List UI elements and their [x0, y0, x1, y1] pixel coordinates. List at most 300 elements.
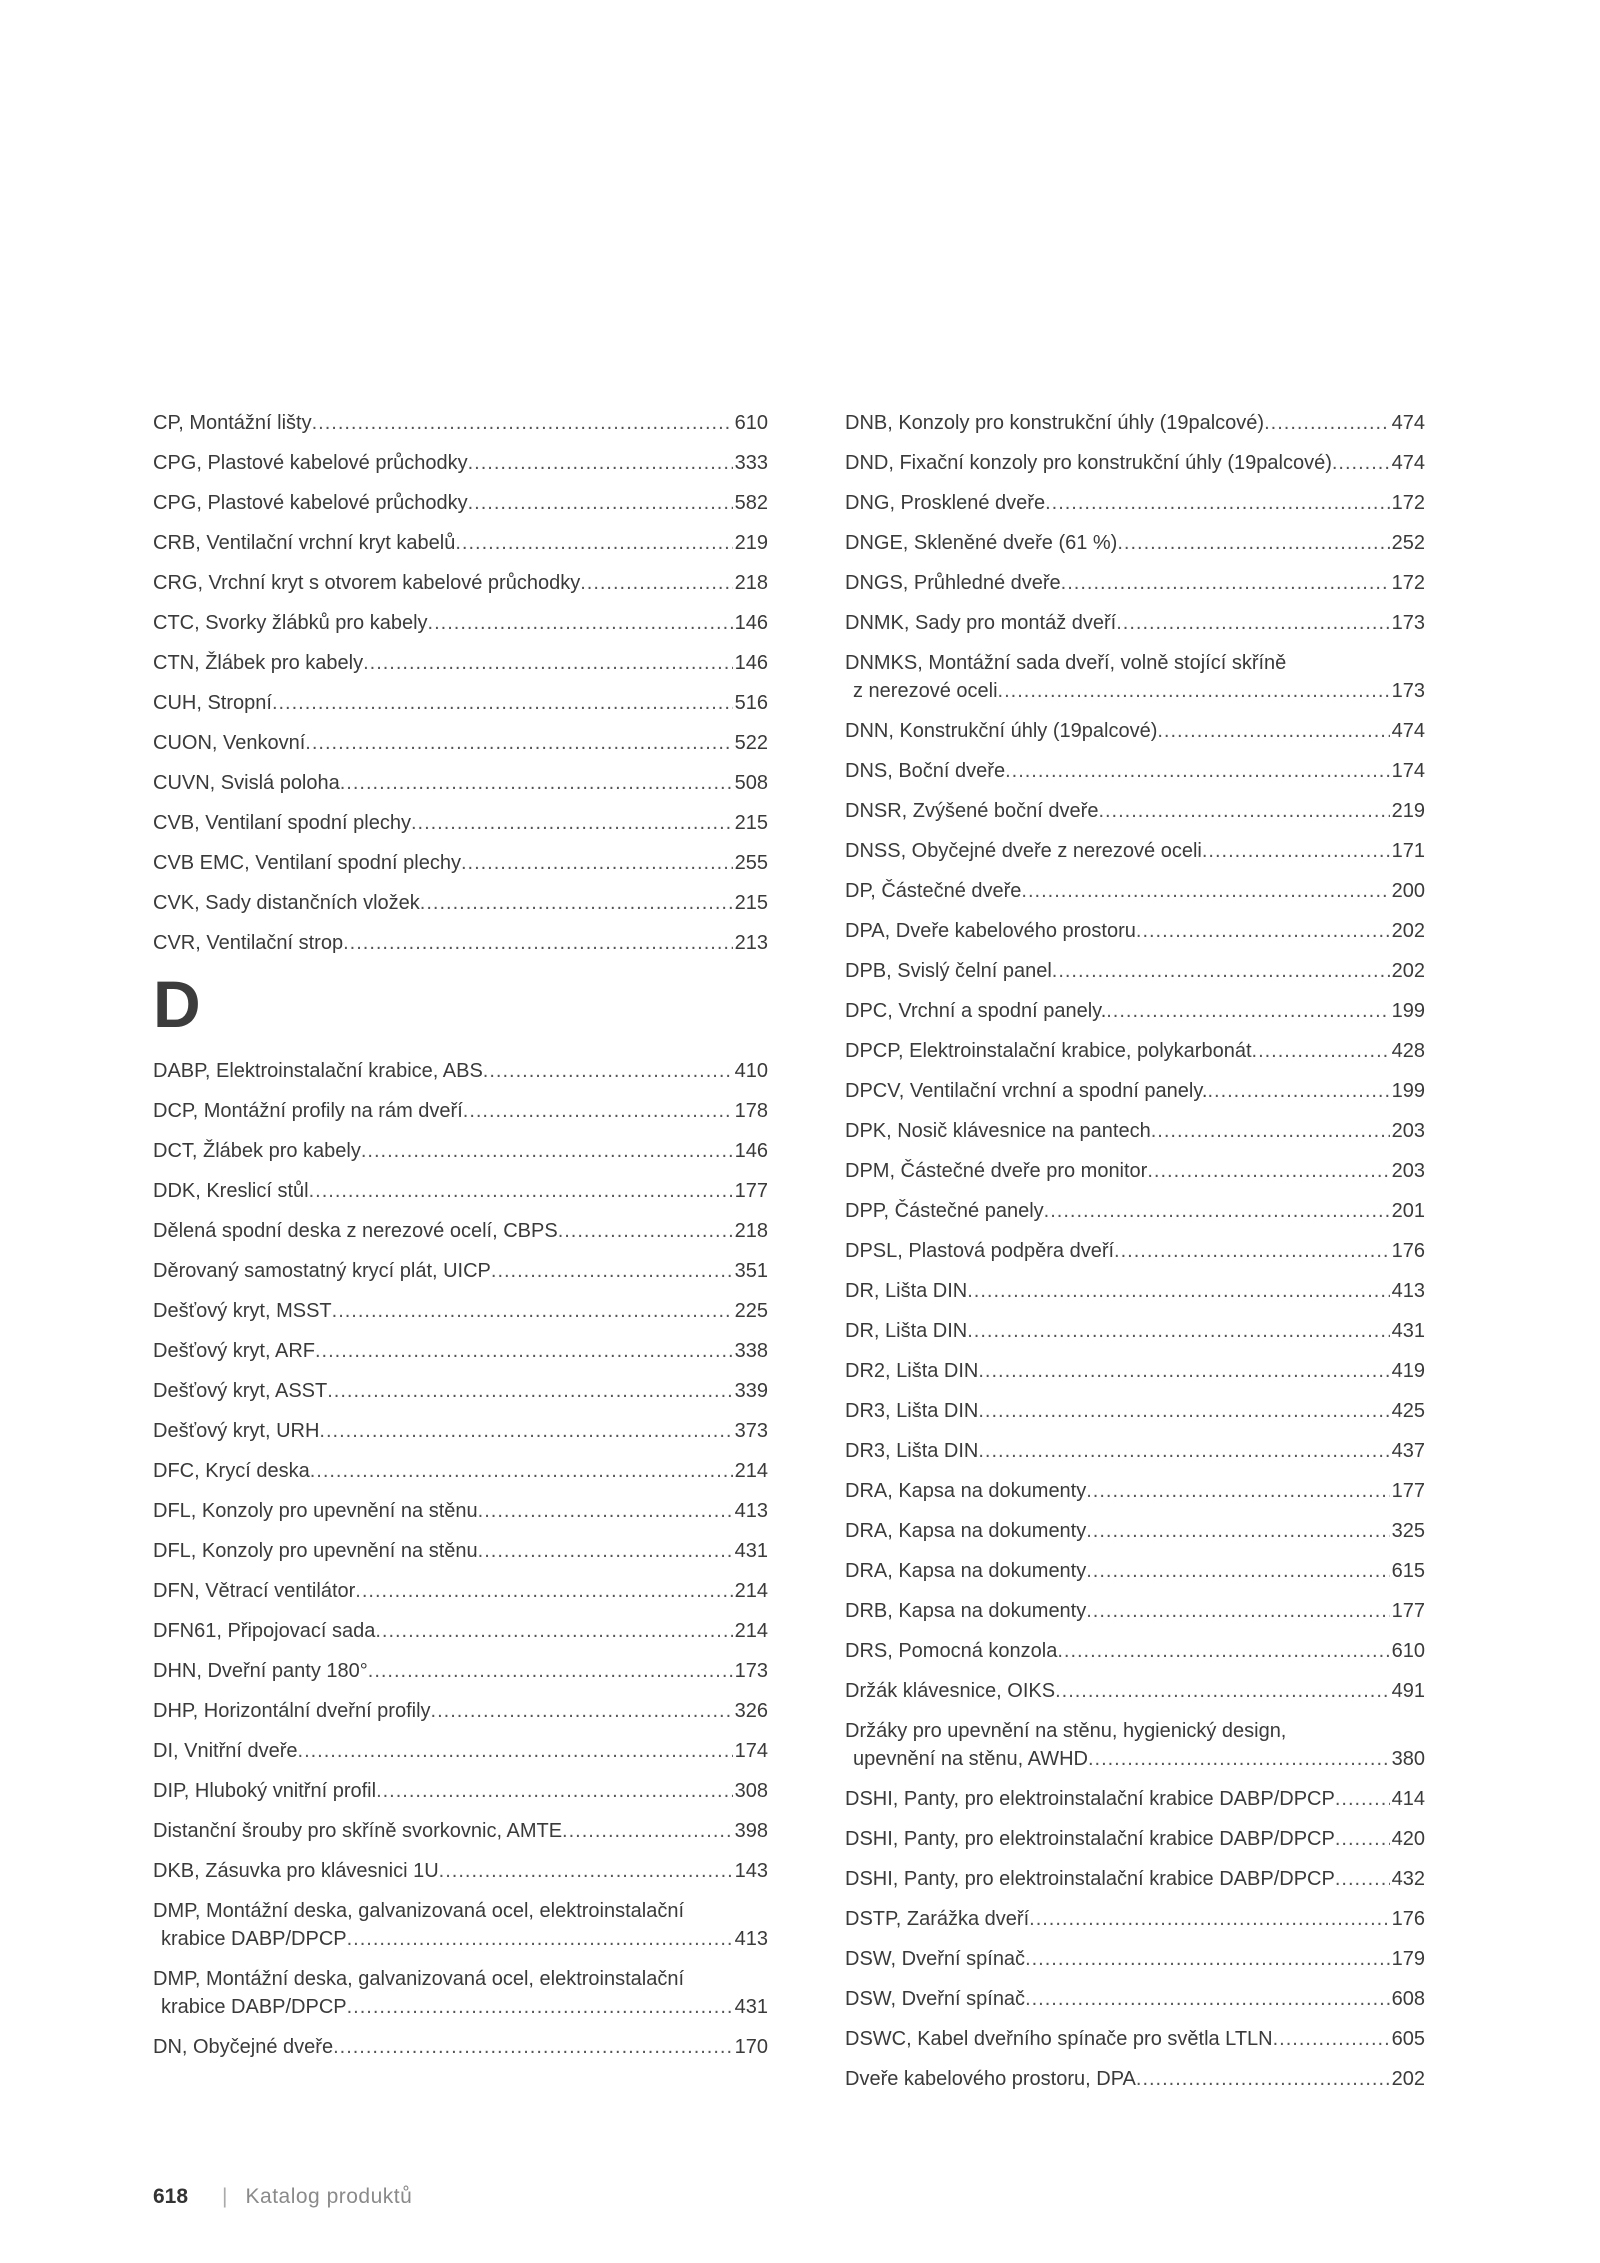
entry-page-number: 202 [1391, 920, 1425, 942]
index-entry [845, 1637, 1425, 1665]
index-entry [845, 757, 1425, 785]
entry-page-number: 508 [734, 772, 768, 794]
index-entry [153, 1417, 768, 1445]
dot-leader [347, 1925, 733, 1953]
dot-leader [347, 1993, 733, 2021]
entry-page-number: 214 [734, 1620, 768, 1642]
index-entry [153, 1097, 768, 1125]
entry-label: DND, Fixační konzoly pro konstrukční úhly (19palcové) [845, 452, 1332, 474]
index-entry-line [153, 489, 768, 517]
index-entry [153, 729, 768, 757]
entry-page-number: 339 [734, 1380, 768, 1402]
index-entry-line [153, 1377, 768, 1405]
entry-page-number: 177 [1391, 1600, 1425, 1622]
dot-leader [1252, 1037, 1390, 1065]
entry-label: CP, Montážní lišty [153, 412, 312, 434]
entry-page-number: 203 [1391, 1120, 1425, 1142]
index-entry-line [845, 1357, 1425, 1385]
dot-leader [580, 569, 732, 597]
index-entry [153, 1177, 768, 1205]
index-entry [153, 1737, 768, 1765]
dot-leader [455, 529, 732, 557]
dot-leader [305, 729, 732, 757]
entry-label: DSW, Dveřní spínač [845, 1948, 1026, 1970]
dot-leader [310, 1457, 733, 1485]
dot-leader [1044, 1197, 1390, 1225]
entry-label: Dešťový kryt, MSST [153, 1300, 332, 1322]
index-column-right [845, 409, 1425, 2105]
entry-label: DDK, Kreslicí stůl [153, 1180, 309, 1202]
index-entry [845, 917, 1425, 945]
dot-leader [376, 1777, 733, 1805]
dot-leader [1061, 569, 1390, 597]
index-entry-line [153, 649, 768, 677]
index-entry [845, 1677, 1425, 1705]
entry-page-number: 610 [734, 412, 768, 434]
entry-page-number: 215 [734, 812, 768, 834]
index-entry [153, 1897, 768, 1953]
entry-label: DP, Částečné dveře [845, 880, 1022, 902]
dot-leader [332, 1297, 733, 1325]
entry-label: DCP, Montážní profily na rám dveří [153, 1100, 463, 1122]
dot-leader [1335, 1825, 1390, 1853]
index-entry-line [845, 1397, 1425, 1425]
entry-label: Dešťový kryt, ASST [153, 1380, 328, 1402]
index-entry [153, 1537, 768, 1565]
index-entry-line [153, 809, 768, 837]
entry-label: DSTP, Zarážka dveří [845, 1908, 1030, 1930]
dot-leader [1335, 1865, 1390, 1893]
entry-label: CPG, Plastové kabelové průchodky [153, 452, 468, 474]
index-entry [845, 997, 1425, 1025]
entry-label: DRA, Kapsa na dokumenty [845, 1520, 1087, 1542]
entry-label: CVB, Ventilaní spodní plechy [153, 812, 411, 834]
entry-label-continued: upevnění na stěnu, AWHD [853, 1748, 1088, 1770]
index-entry [153, 609, 768, 637]
index-entry [153, 849, 768, 877]
entry-page-number: 338 [734, 1340, 768, 1362]
entry-page-number: 380 [1391, 1748, 1425, 1770]
dot-leader [1055, 1677, 1390, 1705]
dot-leader [1335, 1785, 1390, 1813]
index-entry-line [845, 1717, 1425, 1745]
dot-leader [1136, 917, 1390, 945]
index-entry [153, 1457, 768, 1485]
index-entry-line [153, 1497, 768, 1525]
entry-page-number: 173 [734, 1660, 768, 1682]
index-entry [845, 569, 1425, 597]
entry-label: DKB, Zásuvka pro klávesnici 1U [153, 1860, 439, 1882]
index-entry-line [153, 1457, 768, 1485]
dot-leader [1264, 409, 1390, 437]
index-entry-line [845, 757, 1425, 785]
index-entry-line [153, 1993, 768, 2021]
index-entry-line [845, 1117, 1425, 1145]
index-entry [845, 1557, 1425, 1585]
entry-label-continued: krabice DABP/DPCP [161, 1996, 347, 2018]
entry-page-number: 200 [1391, 880, 1425, 902]
entry-page-number: 333 [734, 452, 768, 474]
dot-leader [428, 609, 733, 637]
index-entry [845, 837, 1425, 865]
dot-leader [978, 1437, 1389, 1465]
footer-separator: | [222, 2185, 228, 2208]
dot-leader [468, 489, 733, 517]
entry-label: DHP, Horizontální dveřní profily [153, 1700, 431, 1722]
index-entry-line [153, 1657, 768, 1685]
entry-label: Držáky pro upevnění na stěnu, hygienický design, [845, 1720, 1287, 1742]
index-entry-line [153, 849, 768, 877]
entry-label: DRA, Kapsa na dokumenty [845, 1560, 1087, 1582]
index-entry-line [153, 529, 768, 557]
dot-leader [1025, 1945, 1390, 1973]
entry-label: DPC, Vrchní a spodní panely. [845, 1000, 1107, 1022]
entry-label: DFL, Konzoly pro upevnění na stěnu [153, 1540, 478, 1562]
entry-page-number: 431 [734, 1996, 768, 2018]
dot-leader [272, 689, 733, 717]
index-entry [153, 409, 768, 437]
entry-label: DPCV, Ventilační vrchní a spodní panely. [845, 1080, 1208, 1102]
dot-leader [1114, 1237, 1390, 1265]
entry-label: Děrovaný samostatný krycí plát, UICP [153, 1260, 491, 1282]
index-entry [153, 769, 768, 797]
index-group-d-continued [845, 409, 1425, 2093]
index-entry-line [153, 609, 768, 637]
entry-page-number: 199 [1391, 1000, 1425, 1022]
entry-page-number: 582 [734, 492, 768, 514]
dot-leader [312, 409, 733, 437]
entry-page-number: 172 [1391, 572, 1425, 594]
entry-page-number: 425 [1391, 1400, 1425, 1422]
entry-page-number: 177 [734, 1180, 768, 1202]
index-entry-line [845, 1157, 1425, 1185]
catalog-title: Katalog produktů [245, 2185, 413, 2208]
entry-page-number: 179 [1391, 1948, 1425, 1970]
dot-leader [468, 449, 733, 477]
entry-page-number: 199 [1391, 1080, 1425, 1102]
entry-label: DNGS, Průhledné dveře [845, 572, 1061, 594]
index-entry-line [845, 997, 1425, 1025]
entry-label: DCT, Žlábek pro kabely [153, 1140, 361, 1162]
entry-page-number: 171 [1391, 840, 1425, 862]
index-entry [153, 529, 768, 557]
index-entry [153, 1497, 768, 1525]
entry-label: DSHI, Panty, pro elektroinstalační krabice DABP/DPCP [845, 1788, 1335, 1810]
entry-label: DN, Obyčejné dveře [153, 2036, 334, 2058]
entry-page-number: 172 [1391, 492, 1425, 514]
index-entry [845, 1477, 1425, 1505]
entry-label: DRB, Kapsa na dokumenty [845, 1600, 1087, 1622]
index-entry-line [845, 1037, 1425, 1065]
dot-leader [340, 769, 733, 797]
index-entry-line [845, 1825, 1425, 1853]
index-entry-line [845, 609, 1425, 637]
entry-label: DPSL, Plastová podpěra dveří [845, 1240, 1115, 1262]
index-entry [153, 1657, 768, 1685]
dot-leader [375, 1617, 732, 1645]
entry-page-number: 177 [1391, 1480, 1425, 1502]
entry-label: DHN, Dveřní panty 180° [153, 1660, 368, 1682]
dot-leader [562, 1817, 733, 1845]
index-group-d [153, 1057, 768, 2061]
index-entry [845, 409, 1425, 437]
index-entry [845, 717, 1425, 745]
index-entry-line [845, 1557, 1425, 1585]
index-entry [845, 1397, 1425, 1425]
index-entry-line [153, 889, 768, 917]
entry-page-number: 474 [1391, 720, 1425, 742]
index-entry-line [153, 689, 768, 717]
entry-page-number: 173 [1391, 612, 1425, 634]
index-entry [845, 1317, 1425, 1345]
entry-page-number: 146 [734, 1140, 768, 1162]
index-entry-line [153, 1097, 768, 1125]
dot-leader [1029, 1905, 1389, 1933]
index-entry [153, 1217, 768, 1245]
index-entry [153, 1857, 768, 1885]
index-entry [845, 1037, 1425, 1065]
entry-label: CUON, Venkovní [153, 732, 306, 754]
index-entry [845, 1717, 1425, 1773]
index-entry [153, 2033, 768, 2061]
index-entry-line [153, 1697, 768, 1725]
entry-page-number: 474 [1391, 452, 1425, 474]
entry-label: CUH, Stropní [153, 692, 272, 714]
index-entry [845, 1117, 1425, 1145]
entry-page-number: 178 [734, 1100, 768, 1122]
index-entry [845, 1157, 1425, 1185]
index-entry-line [845, 797, 1425, 825]
entry-page-number: 474 [1391, 412, 1425, 434]
index-entry-line [845, 1637, 1425, 1665]
entry-label: Držák klávesnice, OIKS [845, 1680, 1056, 1702]
entry-page-number: 398 [734, 1820, 768, 1842]
index-entry-line [845, 1517, 1425, 1545]
index-entry [845, 957, 1425, 985]
entry-page-number: 146 [734, 652, 768, 674]
index-entry [845, 1357, 1425, 1385]
index-entry [845, 1865, 1425, 1893]
entry-label: CVK, Sady distančních vložek [153, 892, 420, 914]
index-entry [153, 889, 768, 917]
index-entry-line [845, 409, 1425, 437]
index-entry-line [845, 1437, 1425, 1465]
dot-leader [298, 1737, 733, 1765]
index-entry-line [153, 1137, 768, 1165]
entry-page-number: 428 [1391, 1040, 1425, 1062]
entry-label: DSHI, Panty, pro elektroinstalační krabice DABP/DPCP [845, 1828, 1335, 1850]
dot-leader [1086, 1517, 1389, 1545]
index-entry [845, 1197, 1425, 1225]
entry-label: Dešťový kryt, URH [153, 1420, 320, 1442]
entry-page-number: 437 [1391, 1440, 1425, 1462]
index-entry [845, 489, 1425, 517]
index-entry-line [153, 729, 768, 757]
entry-page-number: 218 [734, 1220, 768, 1242]
entry-page-number: 214 [734, 1460, 768, 1482]
dot-leader [363, 649, 733, 677]
dot-leader [1136, 2065, 1390, 2093]
dot-leader [1025, 1985, 1390, 2013]
entry-page-number: 173 [1391, 680, 1425, 702]
entry-page-number: 605 [1391, 2028, 1425, 2050]
entry-page-number: 213 [734, 932, 768, 954]
entry-label: CRG, Vrchní kryt s otvorem kabelové průchodky [153, 572, 581, 594]
index-entry-line [153, 1417, 768, 1445]
index-entry-line [153, 1297, 768, 1325]
entry-page-number: 218 [734, 572, 768, 594]
entry-label: DABP, Elektroinstalační krabice, ABS [153, 1060, 483, 1082]
index-entry [845, 1825, 1425, 1853]
entry-label: CVB EMC, Ventilaní spodní plechy [153, 852, 461, 874]
dot-leader [1202, 837, 1390, 865]
entry-label: DRS, Pomocná konzola [845, 1640, 1058, 1662]
entry-label: DNMK, Sady pro montáž dveří [845, 612, 1117, 634]
dot-leader [1086, 1557, 1389, 1585]
entry-page-number: 373 [734, 1420, 768, 1442]
index-entry-line [845, 1477, 1425, 1505]
index-entry-line [153, 1057, 768, 1085]
dot-leader [491, 1257, 733, 1285]
index-entry [153, 449, 768, 477]
entry-label: CVR, Ventilační strop [153, 932, 344, 954]
entry-page-number: 419 [1391, 1360, 1425, 1382]
index-entry-line [153, 1217, 768, 1245]
entry-label: DSHI, Panty, pro elektroinstalační krabice DABP/DPCP [845, 1868, 1335, 1890]
index-column-left [153, 409, 768, 2073]
index-entry-line [845, 957, 1425, 985]
index-entry [153, 1965, 768, 2021]
dot-leader [1057, 1637, 1389, 1665]
index-entry [153, 1697, 768, 1725]
dot-leader [1021, 877, 1389, 905]
dot-leader [319, 1417, 732, 1445]
index-entry [153, 1577, 768, 1605]
entry-label: DPK, Nosič klávesnice na pantech [845, 1120, 1151, 1142]
index-entry-line [845, 449, 1425, 477]
index-entry [153, 1137, 768, 1165]
index-entry-line [845, 1277, 1425, 1305]
dot-leader [420, 889, 733, 917]
index-entry-line [153, 1617, 768, 1645]
entry-label: Dešťový kryt, ARF [153, 1340, 315, 1362]
entry-label: DR, Lišta DIN [845, 1280, 968, 1302]
index-entry-line [153, 929, 768, 957]
dot-leader [439, 1857, 733, 1885]
dot-leader [1098, 797, 1389, 825]
entry-page-number: 202 [1391, 960, 1425, 982]
entry-page-number: 176 [1391, 1908, 1425, 1930]
dot-leader [315, 1337, 733, 1365]
dot-leader [368, 1657, 733, 1685]
entry-page-number: 491 [1391, 1680, 1425, 1702]
index-entry-line [153, 769, 768, 797]
entry-page-number: 431 [1391, 1320, 1425, 1342]
index-entry-line [153, 1257, 768, 1285]
index-entry [845, 609, 1425, 637]
index-entry-line [153, 1897, 768, 1925]
entry-label: Distanční šrouby pro skříně svorkovnic, AMTE [153, 1820, 563, 1842]
index-entry-line [845, 877, 1425, 905]
dot-leader [478, 1537, 733, 1565]
index-entry [845, 1437, 1425, 1465]
entry-label: DNSS, Obyčejné dveře z nerezové oceli [845, 840, 1202, 862]
entry-label: DNSR, Zvýšené boční dveře [845, 800, 1099, 822]
index-entry-line [845, 1677, 1425, 1705]
entry-page-number: 432 [1391, 1868, 1425, 1890]
entry-page-number: 176 [1391, 1240, 1425, 1262]
entry-label: CTN, Žlábek pro kabely [153, 652, 364, 674]
index-entry-line [845, 1945, 1425, 1973]
dot-leader [558, 1217, 733, 1245]
index-entry [845, 797, 1425, 825]
entry-page-number: 413 [734, 1500, 768, 1522]
index-entry-line [153, 2033, 768, 2061]
entry-page-number: 215 [734, 892, 768, 914]
index-entry-line [845, 837, 1425, 865]
index-entry-line [153, 1817, 768, 1845]
entry-label: DPA, Dveře kabelového prostoru [845, 920, 1136, 942]
dot-leader [1045, 489, 1390, 517]
entry-label: DSW, Dveřní spínač [845, 1988, 1026, 2010]
index-entry [845, 1237, 1425, 1265]
entry-label-continued: z nerezové oceli [853, 680, 998, 702]
entry-page-number: 214 [734, 1580, 768, 1602]
index-entry [845, 449, 1425, 477]
index-entry [845, 1985, 1425, 2013]
entry-label: DPB, Svislý čelní panel [845, 960, 1052, 982]
entry-label: DR, Lišta DIN [845, 1320, 968, 1342]
dot-leader [343, 929, 733, 957]
section-letter-d: D [153, 967, 201, 1041]
dot-leader [478, 1497, 733, 1525]
entry-page-number: 516 [734, 692, 768, 714]
entry-label: DFN61, Připojovací sada [153, 1620, 376, 1642]
entry-page-number: 326 [734, 1700, 768, 1722]
entry-label: DNG, Prosklené dveře [845, 492, 1046, 514]
entry-page-number: 203 [1391, 1160, 1425, 1182]
dot-leader [967, 1277, 1389, 1305]
dot-leader [1116, 609, 1389, 637]
index-entry [153, 1257, 768, 1285]
index-entry-line [845, 2025, 1425, 2053]
dot-leader [1332, 449, 1390, 477]
entry-label: DRA, Kapsa na dokumenty [845, 1480, 1087, 1502]
dot-leader [355, 1577, 732, 1605]
index-entry-line [153, 1925, 768, 1953]
entry-label: DNB, Konzoly pro konstrukční úhly (19palcové) [845, 412, 1265, 434]
entry-page-number: 174 [734, 1740, 768, 1762]
entry-page-number: 413 [1391, 1280, 1425, 1302]
entry-page-number: 414 [1391, 1788, 1425, 1810]
entry-label: DFL, Konzoly pro upevnění na stěnu [153, 1500, 478, 1522]
entry-label: DR3, Lišta DIN [845, 1440, 979, 1462]
entry-page-number: 201 [1391, 1200, 1425, 1222]
index-entry [153, 489, 768, 517]
index-entry-line [845, 1597, 1425, 1625]
index-entry-line [845, 489, 1425, 517]
index-entry [845, 1277, 1425, 1305]
index-entry-line [845, 717, 1425, 745]
index-entry-line [845, 917, 1425, 945]
page-number: 618 [153, 2185, 189, 2208]
dot-leader [1052, 957, 1390, 985]
dot-leader [461, 849, 733, 877]
dot-leader [483, 1057, 733, 1085]
index-entry-line [153, 409, 768, 437]
entry-page-number: 255 [734, 852, 768, 874]
index-entry [153, 1617, 768, 1645]
